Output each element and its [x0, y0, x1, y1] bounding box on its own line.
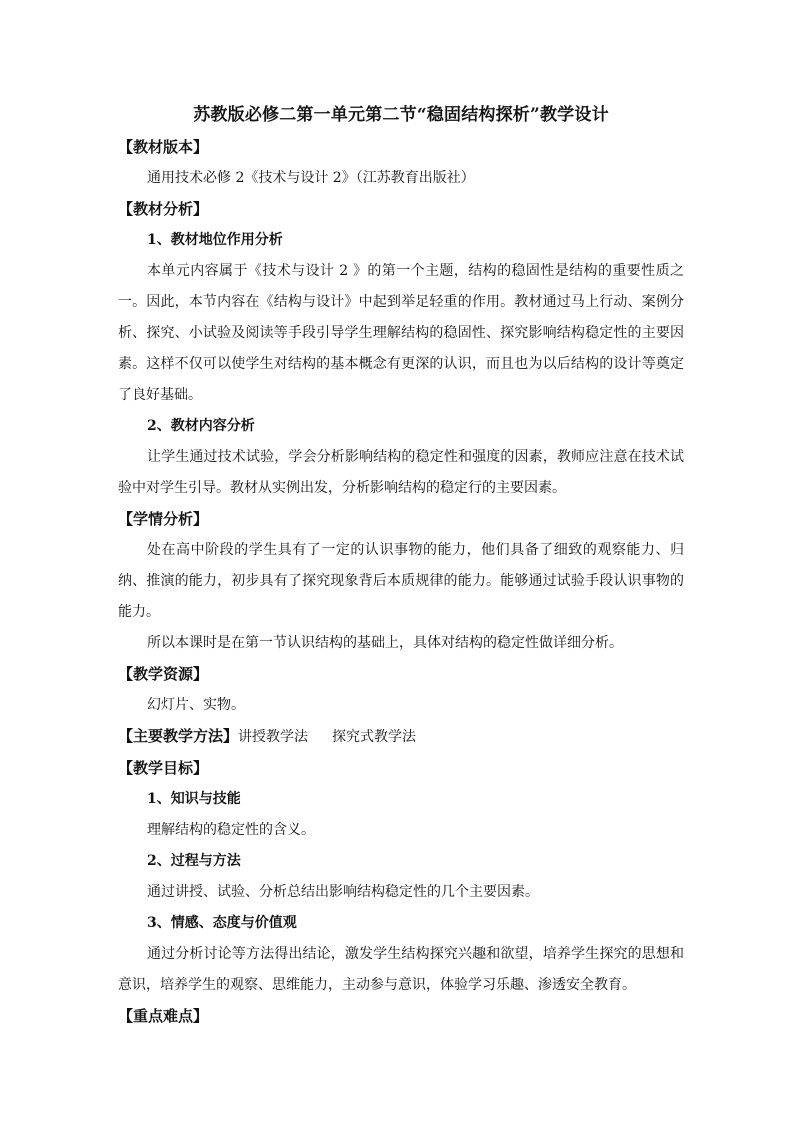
method-inquiry: 探究式教学法: [332, 729, 417, 745]
document-title: 苏教版必修二第一单元第二节“稳固结构探析”教学设计: [193, 105, 609, 125]
section-heading-textbook-analysis: 【教材分析】: [118, 200, 209, 218]
paragraph-learner-basis: 所以本课时是在第一节认识结构的基础上，具体对结构的稳定性做详细分析。: [147, 635, 623, 651]
paragraph-textbook-content: 让学生通过技术试验，学会分析影响结构的稳定性和强度的因素，教师应注意在技术试验中对学生引导。教材从实例出发，分析影响结构的稳定行的主要因素。: [118, 449, 684, 496]
subheading-textbook-content: 2、教材内容分析: [147, 418, 255, 434]
text-knowledge-skills: 理解结构的稳定性的含义。: [147, 822, 315, 838]
section-heading-textbook-version: 【教材版本】: [118, 138, 209, 156]
subheading-attitude-values: 3、情感、态度与价值观: [147, 915, 297, 931]
section-heading-learner-analysis: 【学情分析】: [118, 510, 209, 528]
methods-line: [118, 721, 684, 753]
paragraph-learner-ability: 处在高中阶段的学生具有了一定的认识事物的能力，他们具备了细致的观察能力、归纳、推演的能力，初步具有了探究现象背后本质规律的能力。能够通过试验手段认识事物的能力。: [118, 542, 684, 620]
section-heading-resources: 【教学资源】: [118, 665, 209, 683]
section-heading-methods: 【主要教学方法】: [118, 727, 239, 745]
subheading-knowledge-skills: 1、知识与技能: [147, 791, 241, 807]
section-heading-objectives: 【教学目标】: [118, 759, 209, 777]
text-attitude-values: 通过分析讨论等方法得出结论，激发学生结构探究兴趣和欲望，培养学生探究的思想和意识，培养学生的观察、思维能力，主动参与意识，体验学习乐趣、渗透安全教育。: [118, 946, 684, 993]
method-lecture: 讲授教学法: [238, 729, 309, 745]
paragraph-textbook-role: 本单元内容属于《技术与设计 2 》的第一个主题，结构的稳固性是结构的重要性质之一。因此，本节内容在《结构与设计》中起到举足轻重的作用。教材通过马上行动、案例分析、探究、小试验及阅读等手段引导学生理解结构的稳固性、探究影响结构稳定性的主要因素。这样不仅可以使学生对结构的基本概念有更深的认识，而且也为以后结构的设计等奠定了良好基础。: [118, 263, 684, 403]
resources-text: 幻灯片、实物。: [147, 697, 245, 713]
text-process-method: 通过讲授、试验、分析总结出影响结构稳定性的几个主要因素。: [147, 884, 539, 900]
subheading-process-method: 2、过程与方法: [147, 853, 241, 869]
subheading-textbook-role: 1、教材地位作用分析: [147, 232, 283, 248]
section-heading-key-points: 【重点难点】: [118, 1007, 209, 1025]
textbook-version-text: 通用技术必修 2《技术与设计 2》（江苏教育出版社）: [147, 170, 475, 186]
